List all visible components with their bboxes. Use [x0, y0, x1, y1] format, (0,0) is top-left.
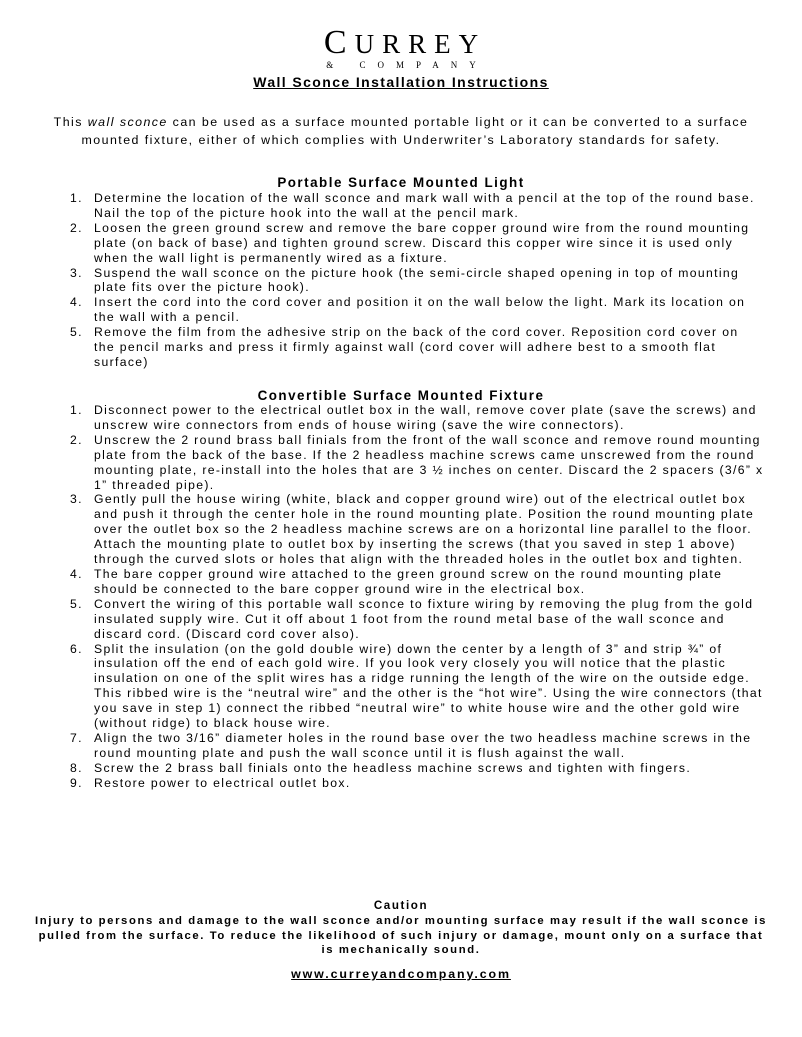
convertible-steps-list [64, 403, 764, 791]
list-item: 7. Align the two 3/16” diameter holes in the round base over the two headless machine screws in the round mounting plate and push the wall sconce until it is flush against the wall. [70, 730, 752, 760]
company-logo [0, 24, 802, 70]
list-item: 4. Insert the cord into the cord cover and position it on the wall below the light. Mark its location on the wall with a pencil. [70, 295, 746, 325]
list-item: 2. Unscrew the 2 round brass ball finials from the front of the wall sconce and remove round mounting plate from the back of the base. If the 2 headless machine screws came unscrewed from the round mounting plate, re-install into the holes that are 3 ½ inches on center. Discard the 2 spacers (3/6” x 1” threaded pipe). [70, 432, 764, 492]
website-link[interactable]: www.curreyandcompany.com [291, 967, 511, 981]
list-item: 8. Screw the 2 brass ball finials onto the headless machine screws and tighten with fingers. [70, 760, 692, 775]
list-item: 1. Disconnect power to the electrical outlet box in the wall, remove cover plate (save the screws) and unscrew wire connectors from ends of house wiring (save the wire connectors). [70, 403, 757, 432]
list-item: 1. Determine the location of the wall sconce and mark wall with a pencil at the top of the round base. Nail the top of the picture hook into the wall at the pencil mark. [70, 191, 755, 220]
caution-text: Injury to persons and damage to the wall sconce and/or mounting surface may result if the wall sconce is pulled from the surface. To reduce the likelihood of such injury or damage, mount only on a surface that is mechanically sound. [34, 915, 767, 957]
intro-emphasis: wall sconce [87, 115, 168, 129]
caution-heading: Caution [373, 899, 429, 912]
portable-heading: Portable Surface Mounted Light [277, 175, 525, 190]
portable-steps-list [64, 191, 764, 370]
page-title: Wall Sconce Installation Instructions [253, 74, 549, 90]
list-item: 2. Loosen the green ground screw and remove the bare copper ground wire from the round mounting plate (on back of base) and tighten ground screw. Discard this copper wire since it is used only when the wall light is permanently wired as a fixture. [70, 220, 750, 265]
list-item: 3. Suspend the wall sconce on the picture hook (the semi-circle shaped opening in top of mounting plate fits over the picture hook). [70, 265, 740, 295]
list-item: 9. Restore power to electrical outlet box. [70, 775, 351, 790]
list-item: 4. The bare copper ground wire attached to the green ground screw on the round mounting plate should be connected to the bare copper ground wire in the electrical box. [70, 566, 723, 596]
list-item: 5. Remove the film from the adhesive strip on the back of the cord cover. Reposition cord cover on the pencil marks and press it firmly against wall (cord cover will adhere best to a smooth flat surface) [70, 325, 739, 369]
list-item: 3. Gently pull the house wiring (white, black and copper ground wire) out of the electrical outlet box and push it through the center hole in the round mounting plate. Position the round mounting plate over the outlet box so the 2 headless machine screws are on a horizontal line parallel to the floor. Attach the mounting plate to outlet box by inserting the screws (that you saved in step 1 above) through the curved slots or holes that align with the threaded holes in the outlet box and tighten. [70, 492, 755, 567]
convertible-heading: Convertible Surface Mounted Fixture [257, 388, 545, 403]
logo-subtitle: & COMPANY [326, 60, 488, 70]
intro-before: This [53, 115, 88, 129]
list-item: 5. Convert the wiring of this portable wall sconce to fixture wiring by removing the plug from the gold insulated supply wire. Cut it off about 1 foot from the round metal base of the wall sconce and discard cord. (Discard cord cover also). [70, 596, 754, 641]
intro-paragraph [40, 113, 762, 149]
list-item: 6. Split the insulation (on the gold double wire) down the center by a length of 3” and strip ¾” of insulation off the end of each gold wire. If you look very closely you will notice that the plastic insulation on one of the split wires has a ridge running the length of the wire on the outside edge. This ribbed wire is the “neutral wire” and the other is the “hot wire”. Using the wire connectors (that you save in step 1) connect the ribbed “neutral wire” to white house wire and the other gold wire (without ridge) to black house wire. [70, 641, 763, 731]
logo-wordmark: CURREY [323, 24, 487, 61]
intro-after: can be used as a surface mounted portable light or it can be converted to a surface mounted fixture, either of which complies with Underwriter’s Laboratory standards for safety. [81, 115, 749, 147]
